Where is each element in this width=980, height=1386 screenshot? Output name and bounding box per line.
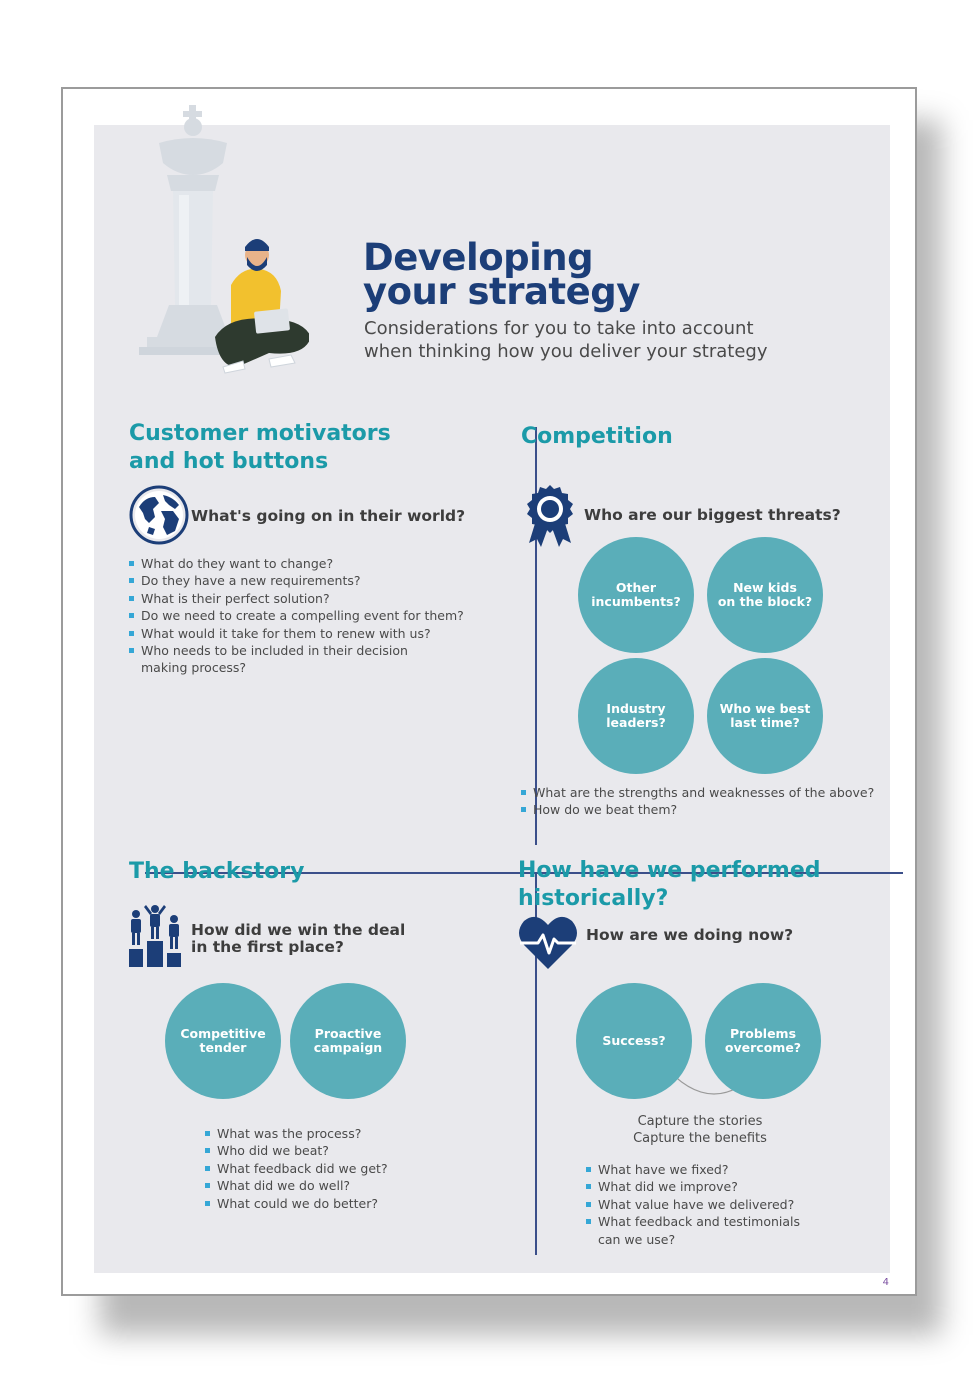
customer-question: What's going on in their world? [191, 507, 466, 525]
globe-icon [129, 485, 189, 545]
backstory-heading: The backstory [129, 859, 305, 884]
podium-people-icon [127, 905, 185, 967]
competition-heading: Competition [521, 424, 673, 449]
page-title: Developing your strategy [363, 236, 640, 313]
history-question: How are we doing now? [586, 926, 794, 944]
person-with-laptop-icon [215, 239, 309, 373]
customer-heading: Customer motivators and hot buttons [129, 421, 391, 474]
list-item: What did we improve? [586, 1178, 886, 1195]
page-subtitle: Considerations for you to take into account when thinking how you deliver your strategy [364, 318, 768, 362]
list-item: What value have we delivered? [586, 1196, 886, 1213]
history-bullets [586, 1161, 886, 1248]
list-item: What did we do well? [205, 1177, 505, 1194]
backstory-question: How did we win the deal in the first place? [191, 921, 406, 956]
list-item: Who did we beat? [205, 1142, 505, 1159]
award-ribbon-icon [523, 483, 577, 549]
document-page [61, 87, 917, 1296]
threat-circle: Other incumbents? [578, 537, 694, 653]
list-item: How do we beat them? [521, 801, 886, 818]
list-item: What is their perfect solution? [129, 590, 499, 607]
performance-circle: Success? [576, 983, 692, 1099]
list-item: Do we need to create a compelling event for them? [129, 607, 499, 624]
list-item: What are the strengths and weaknesses of the above? [521, 784, 886, 801]
chess-king-illustration [119, 105, 309, 390]
competition-bullets [521, 784, 886, 819]
threat-circle: New kids on the block? [707, 537, 823, 653]
chess-king-icon [139, 105, 247, 355]
competition-question: Who are our biggest threats? [584, 506, 841, 524]
backstory-bullets [205, 1125, 505, 1212]
page-number: 4 [882, 1277, 889, 1288]
content-panel [94, 125, 890, 1273]
performance-circle: Problems overcome? [705, 983, 821, 1099]
capture-caption: Capture the stories Capture the benefits [633, 1114, 767, 1146]
heartbeat-icon [518, 913, 578, 971]
list-item: What could we do better? [205, 1195, 505, 1212]
threat-circle: Industry leaders? [578, 658, 694, 774]
deal-circle: Competitive tender [165, 983, 281, 1099]
list-item: What was the process? [205, 1125, 505, 1142]
history-heading: How have we performed historically? [518, 858, 821, 911]
threat-circle: Who we best last time? [707, 658, 823, 774]
deal-circle: Proactive campaign [290, 983, 406, 1099]
list-item: Who needs to be included in their decision making process? [129, 642, 431, 677]
list-item: What do they want to change? [129, 555, 499, 572]
list-item: What would it take for them to renew with us? [129, 625, 499, 642]
list-item: What have we fixed? [586, 1161, 886, 1178]
list-item: Do they have a new requirements? [129, 572, 499, 589]
list-item: What feedback and testimonials can we use? [586, 1213, 818, 1248]
customer-bullets [129, 555, 499, 677]
list-item: What feedback did we get? [205, 1160, 505, 1177]
